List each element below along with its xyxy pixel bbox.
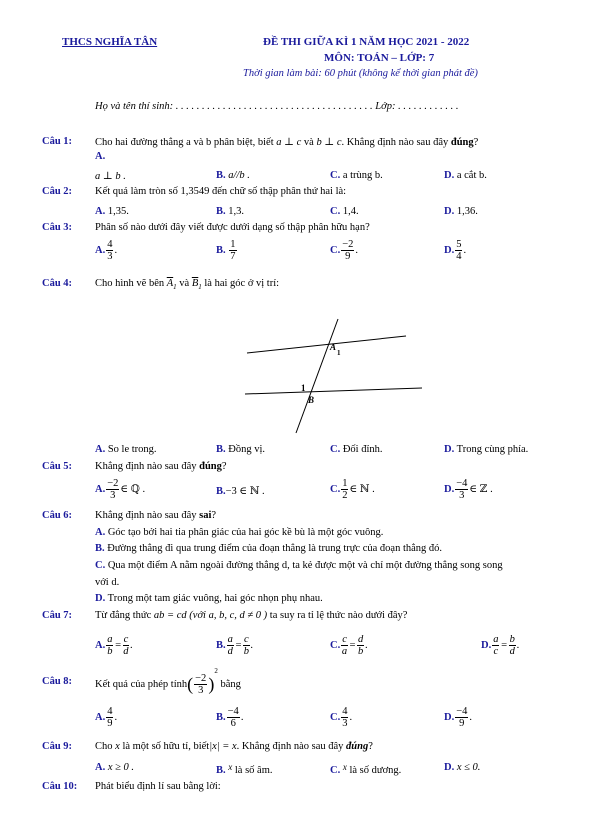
q3-option-a: A. $\frac{4}{3}$ . bbox=[95, 239, 118, 262]
q5-label: Câu 5: bbox=[42, 461, 73, 472]
q6-stem: Khẳng định nào sau đây sai? bbox=[95, 510, 217, 521]
q2-option-a: A. 1,35. bbox=[95, 206, 129, 217]
q7-option-c: C. $\frac{c}{a}$ = $\frac{d}{b}$ . bbox=[330, 634, 368, 657]
exam-subject: MÔN: TOÁN – LỚP: 7 bbox=[324, 52, 435, 64]
q3-option-d: D. $\frac{5}{4}$ . bbox=[444, 239, 467, 262]
angle-b1: $\overline{B}$ bbox=[191, 278, 199, 289]
q2-option-d: D. 1,36. bbox=[444, 206, 478, 217]
q7-option-d: D. $\frac{a}{c}$ = $\frac{b}{d}$ . bbox=[481, 634, 520, 657]
label-a: A bbox=[330, 342, 337, 352]
line-bottom bbox=[245, 388, 422, 394]
q4-option-c: C. Đối đỉnh. bbox=[330, 444, 383, 455]
q9-stem: Cho x là một số hữu tỉ, biết|x| = x. Khẳng định nào sau đây đúng? bbox=[95, 741, 373, 752]
q1-text-a: Cho hai đường thẳng a và b phân biệt, biết bbox=[95, 137, 274, 148]
q9-label: Câu 9: bbox=[42, 741, 73, 752]
q1-rel1: a ⊥ c bbox=[276, 137, 302, 148]
q9-option-c: C. x là số dương. bbox=[330, 762, 402, 776]
q4-option-a: A. So le trong. bbox=[95, 444, 157, 455]
q5-option-c: C. $\frac{1}{2}$ ∈ ℕ . bbox=[330, 478, 375, 501]
q4-figure bbox=[230, 315, 430, 435]
q7-option-b: B. $\frac{a}{d}$ = $\frac{c}{b}$ . bbox=[216, 634, 254, 657]
class-label: Lớp: bbox=[375, 101, 396, 112]
q8-option-a: A. $\frac{4}{9}$ . bbox=[95, 706, 118, 729]
q10-label: Câu 10: bbox=[42, 781, 78, 792]
q2-option-b: B. 1,3. bbox=[216, 206, 245, 217]
q3-option-b: B. $\frac{1}{7}$ bbox=[216, 239, 236, 262]
q9-option-a: A. x ≥ 0 . bbox=[95, 762, 135, 773]
q7-label: Câu 7: bbox=[42, 610, 73, 621]
q2-stem: Kết quả làm tròn số 1,3549 đến chữ số thập phân thứ hai là: bbox=[95, 186, 347, 197]
q8-label: Câu 8: bbox=[42, 676, 73, 687]
q4-option-b: B. Đồng vị. bbox=[216, 444, 266, 455]
q3-stem: Phân số nào dưới đây viết được dưới dạng số thập phân hữu hạn? bbox=[95, 222, 370, 233]
angle-a1: $\overline{A}$ bbox=[166, 278, 174, 289]
q1-emph: đúng bbox=[450, 137, 474, 148]
label-a-sub: 1 bbox=[337, 349, 341, 357]
student-name-dots: . . . . . . . . . . . . . . . . . . . . . . . . . . . . . . . . . . . . . . bbox=[175, 101, 373, 112]
exam-time-note: Thời gian làm bài: 60 phút (không kể thời gian phát đề) bbox=[243, 68, 478, 79]
q1-option-a: a ⊥ b . bbox=[95, 171, 126, 182]
q4-label: Câu 4: bbox=[42, 278, 73, 289]
q7-option-a: A. $\frac{a}{b}$ = $\frac{c}{d}$ . bbox=[95, 634, 133, 657]
q9-option-b: B. x là số âm. bbox=[216, 762, 273, 776]
q2-label: Câu 2: bbox=[42, 186, 73, 197]
class-dots: . . . . . . . . . . . . bbox=[398, 101, 459, 112]
q6-option-d: D. Trong một tam giác vuông, hai góc nhọn phụ nhau. bbox=[95, 593, 323, 604]
q6-option-a: A. Góc tạo bởi hai tia phân giác của hai góc kề bù là một góc vuông. bbox=[95, 527, 384, 538]
q8-option-d: D. $\frac{-4}{9}$ . bbox=[444, 706, 473, 729]
q1-rel2: b ⊥ c bbox=[316, 137, 342, 148]
q7-stem: Từ đẳng thức ab = cd (với a, b, c, d ≠ 0 ) ta suy ra tỉ lệ thức nào dưới đây? bbox=[95, 610, 408, 621]
q1-option-d: D. a cắt b. bbox=[444, 170, 487, 181]
q3-option-c: C. $\frac{-2}{9}$ . bbox=[330, 239, 359, 262]
student-name-line bbox=[95, 101, 458, 112]
q9-option-d: D. x ≤ 0. bbox=[444, 762, 481, 773]
q6-label: Câu 6: bbox=[42, 510, 73, 521]
q6-option-c-cont: với d. bbox=[95, 577, 120, 588]
label-1: 1 bbox=[301, 383, 306, 393]
transversal-line bbox=[296, 319, 338, 433]
q5-stem: Khẳng định nào sau đây đúng? bbox=[95, 461, 227, 472]
q1-stem bbox=[95, 136, 478, 148]
q1-end: ? bbox=[473, 137, 479, 148]
q5-option-a: A. $\frac{-2}{3}$ ∈ ℚ . bbox=[95, 478, 146, 501]
q1-option-c: C. a trùng b. bbox=[330, 170, 383, 181]
q4-option-d: D. Trong cùng phía. bbox=[444, 444, 529, 455]
q1-text-b: . Khẳng định nào sau đây bbox=[341, 137, 449, 148]
exam-title: ĐỀ THI GIỮA KÌ 1 NĂM HỌC 2021 - 2022 bbox=[263, 36, 470, 48]
q1-and: và bbox=[303, 137, 314, 148]
q1-label: Câu 1: bbox=[42, 136, 73, 147]
q8-option-b: B. $\frac{-4}{6}$ . bbox=[216, 706, 244, 729]
q2-option-c: C. 1,4. bbox=[330, 206, 359, 217]
q8-stem: Kết quả của phép tính( $\frac{-2}{3}$ )$^2$ bằng bbox=[95, 667, 241, 697]
q6-option-b: B. Đường thẳng đi qua trung điểm của đoạn thẳng là trung trực của đoạn thẳng đó. bbox=[95, 543, 443, 554]
q10-stem: Phát biểu định lí sau bằng lời: bbox=[95, 781, 221, 792]
q8-option-c: C. $\frac{4}{3}$ . bbox=[330, 706, 353, 729]
q1-option-a-letter: A. bbox=[95, 151, 106, 162]
label-b: B bbox=[308, 395, 315, 405]
student-name-label: Họ và tên thí sinh: bbox=[95, 101, 174, 112]
q6-option-c: C. Qua một điểm A nằm ngoài đường thẳng d, ta kẻ được một và chỉ một đường thẳng song song bbox=[95, 560, 503, 571]
q5-option-d: D. $\frac{-4}{3}$ ∈ ℤ . bbox=[444, 478, 493, 501]
q3-label: Câu 3: bbox=[42, 222, 73, 233]
school-name: THCS NGHĨA TÂN bbox=[62, 36, 158, 48]
q5-option-b: B.−3 ∈ ℕ . bbox=[216, 486, 265, 497]
q1-option-b: B. a//b . bbox=[216, 170, 250, 181]
q4-stem: Cho hình vẽ bên $\overline{A}_1$ và $\overline{B}_1$ là hai góc ở vị trí: bbox=[95, 278, 280, 292]
